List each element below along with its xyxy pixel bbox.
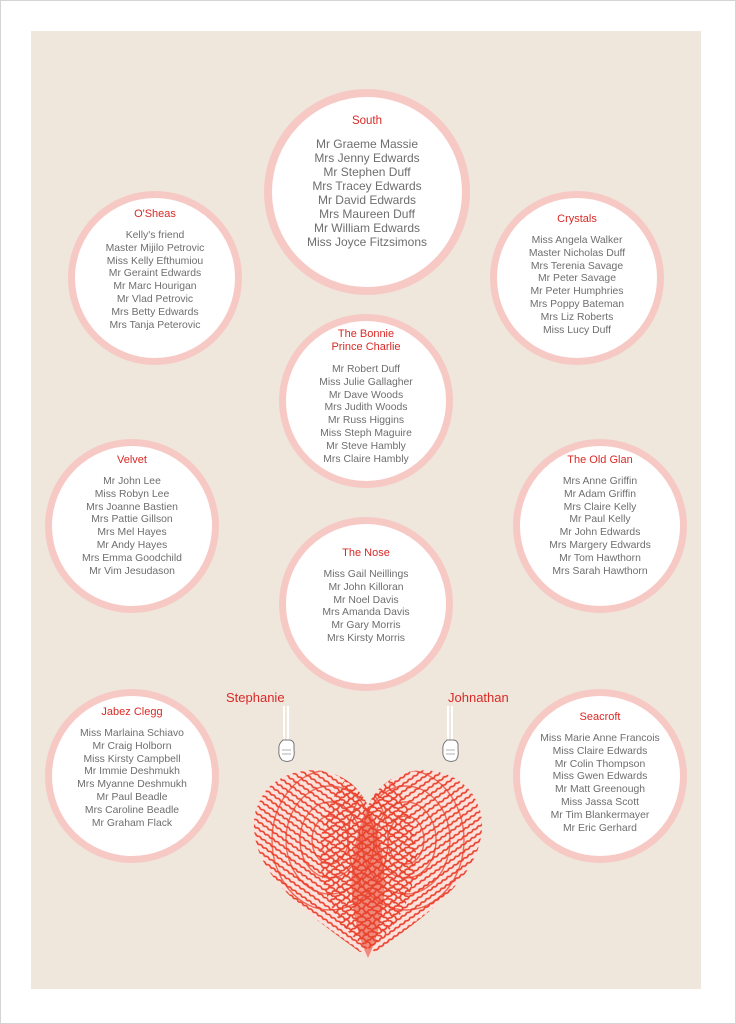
guest-name: Mrs Kirsty Morris bbox=[327, 632, 405, 644]
guest-name: Mr Eric Gerhard bbox=[563, 822, 637, 834]
table-name: Seacroft bbox=[579, 711, 621, 723]
guest-name: Mrs Anne Griffin bbox=[562, 476, 638, 487]
guest-name: Miss Julie Gallagher bbox=[319, 376, 413, 388]
guest-name: Mrs Pattie Gillson bbox=[91, 514, 173, 526]
guest-list bbox=[322, 569, 409, 646]
table-velvet bbox=[45, 439, 219, 613]
guest-name: Mrs Sarah Hawthorn bbox=[552, 565, 648, 577]
guest-name: Mr Peter Humphries bbox=[530, 286, 624, 298]
table-crystals bbox=[490, 191, 664, 365]
finger-right-icon bbox=[438, 706, 462, 764]
guest-name: Miss Kirsty Campbell bbox=[83, 753, 181, 765]
guest-name: Mr Matt Greenough bbox=[554, 784, 646, 796]
guest-name: Mrs Caroline Beadle bbox=[84, 804, 180, 816]
guest-name: Mrs Betty Edwards bbox=[111, 306, 199, 318]
guest-list bbox=[529, 235, 625, 337]
guest-name: Mrs Amanda Davis bbox=[322, 607, 410, 619]
guest-name: Mr Noel Davis bbox=[333, 594, 399, 606]
guest-name: Mr Colin Thompson bbox=[554, 758, 646, 770]
table-name: Jabez Clegg bbox=[101, 706, 163, 718]
guest-name: Mr Russ Higgins bbox=[327, 415, 405, 427]
table-seacroft bbox=[513, 689, 687, 863]
guest-name: Miss Marlaina Schiavo bbox=[80, 728, 184, 739]
guest-name: Mr Graham Flack bbox=[91, 817, 173, 829]
guest-name: Mrs Tanja Peterovic bbox=[109, 319, 201, 331]
table-the-old-glan bbox=[513, 439, 687, 613]
guest-name: Miss Kelly Efthumiou bbox=[106, 255, 204, 267]
fingerprint-heart-icon bbox=[250, 762, 486, 962]
guest-list bbox=[82, 476, 182, 578]
guest-list bbox=[77, 728, 187, 830]
guest-name: Mr Robert Duff bbox=[332, 364, 400, 375]
guest-name: Miss Claire Edwards bbox=[552, 745, 648, 757]
guest-name: Miss Steph Maguire bbox=[320, 427, 412, 439]
guest-name: Mrs Emma Goodchild bbox=[82, 552, 182, 564]
guest-name: Mrs Terenia Savage bbox=[530, 260, 624, 272]
table-the-nose bbox=[279, 517, 453, 691]
guest-name: Miss Angela Walker bbox=[531, 235, 623, 246]
guest-name: Miss Gwen Edwards bbox=[552, 771, 648, 783]
groom-name: Johnathan bbox=[448, 690, 509, 705]
guest-name: Mrs Mel Hayes bbox=[97, 527, 167, 539]
guest-name: Mr John Edwards bbox=[559, 527, 641, 539]
guest-list bbox=[549, 476, 651, 578]
guest-name: Mr Dave Woods bbox=[328, 389, 404, 401]
guest-name: Mr Paul Beadle bbox=[96, 791, 168, 803]
table-jabez-clegg bbox=[45, 689, 219, 863]
guest-name: Miss Robyn Lee bbox=[94, 488, 170, 500]
table-osheas bbox=[68, 191, 242, 365]
guest-name: Mr John Killoran bbox=[328, 581, 404, 593]
finger-left-icon bbox=[274, 706, 298, 764]
table-name: The Old Glan bbox=[567, 454, 633, 466]
guest-name: Mrs Claire Kelly bbox=[563, 501, 637, 513]
guest-name: Mr William Edwards bbox=[313, 221, 420, 235]
table-name bbox=[331, 328, 400, 354]
guest-list bbox=[319, 364, 413, 466]
table-name: Velvet bbox=[117, 454, 147, 466]
guest-name: Mrs Maureen Duff bbox=[319, 207, 415, 221]
table-name: Crystals bbox=[557, 213, 597, 225]
table-name-line-2: Prince Charlie bbox=[331, 341, 401, 353]
guest-name: Miss Joyce Fitzsimons bbox=[306, 235, 428, 249]
guest-name: Mr Graeme Massie bbox=[315, 137, 419, 151]
guest-name: Mr Vlad Petrovic bbox=[116, 293, 194, 305]
guest-name: Mr Paul Kelly bbox=[569, 514, 631, 526]
guest-name: Mrs Liz Roberts bbox=[540, 311, 614, 323]
table-name: The Nose bbox=[342, 547, 390, 559]
guest-name: Mr Geraint Edwards bbox=[108, 268, 202, 280]
guest-name: Miss Jassa Scott bbox=[561, 796, 639, 808]
guest-name: Master Mijilo Petrovic bbox=[105, 242, 205, 254]
table-name: O'Sheas bbox=[134, 208, 176, 220]
table-name: South bbox=[351, 115, 383, 127]
guest-name: Mrs Myanne Deshmukh bbox=[77, 779, 187, 791]
guest-name: Master Nicholas Duff bbox=[528, 247, 626, 259]
guest-name: Mrs Margery Edwards bbox=[549, 539, 651, 551]
table-south bbox=[264, 89, 470, 295]
guest-name: Mrs Tracey Edwards bbox=[312, 179, 422, 193]
guest-list bbox=[540, 733, 660, 835]
bride-name: Stephanie bbox=[226, 690, 285, 705]
guest-name: Mrs Judith Woods bbox=[324, 402, 408, 414]
guest-name: Mr Tim Blankermayer bbox=[550, 809, 650, 821]
guest-name: Miss Marie Anne Francois bbox=[540, 733, 660, 744]
guest-name: Mrs Poppy Bateman bbox=[529, 298, 625, 310]
guest-name: Mr John Lee bbox=[103, 476, 161, 487]
guest-name: Mr Gary Morris bbox=[331, 620, 401, 632]
guest-name: Mr Steve Hambly bbox=[326, 440, 406, 452]
guest-name: Mr Tom Hawthorn bbox=[559, 552, 641, 564]
guest-name: Mr Andy Hayes bbox=[96, 539, 168, 551]
guest-name: Kelly's friend bbox=[125, 230, 185, 241]
guest-name: Mr Stephen Duff bbox=[323, 165, 411, 179]
table-name-line-1: The Bonnie bbox=[337, 328, 395, 340]
guest-name: Miss Lucy Duff bbox=[543, 324, 611, 336]
guest-name: Mr Peter Savage bbox=[538, 273, 616, 285]
guest-list bbox=[307, 137, 427, 249]
guest-list bbox=[106, 230, 205, 332]
table-bonnie-prince-charlie bbox=[279, 314, 453, 488]
guest-name: Mrs Claire Hambly bbox=[323, 453, 409, 465]
guest-name: Mrs Jenny Edwards bbox=[314, 151, 420, 165]
guest-name: Mr Craig Holborn bbox=[92, 740, 172, 752]
guest-name: Mr Marc Hourigan bbox=[113, 281, 197, 293]
guest-name: Mr David Edwards bbox=[317, 193, 417, 207]
guest-name: Mr Vim Jesudason bbox=[89, 565, 175, 577]
guest-name: Miss Gail Neillings bbox=[323, 569, 409, 580]
guest-name: Mrs Joanne Bastien bbox=[86, 501, 178, 513]
guest-name: Mr Immie Deshmukh bbox=[84, 766, 180, 778]
guest-name: Mr Adam Griffin bbox=[564, 488, 636, 500]
